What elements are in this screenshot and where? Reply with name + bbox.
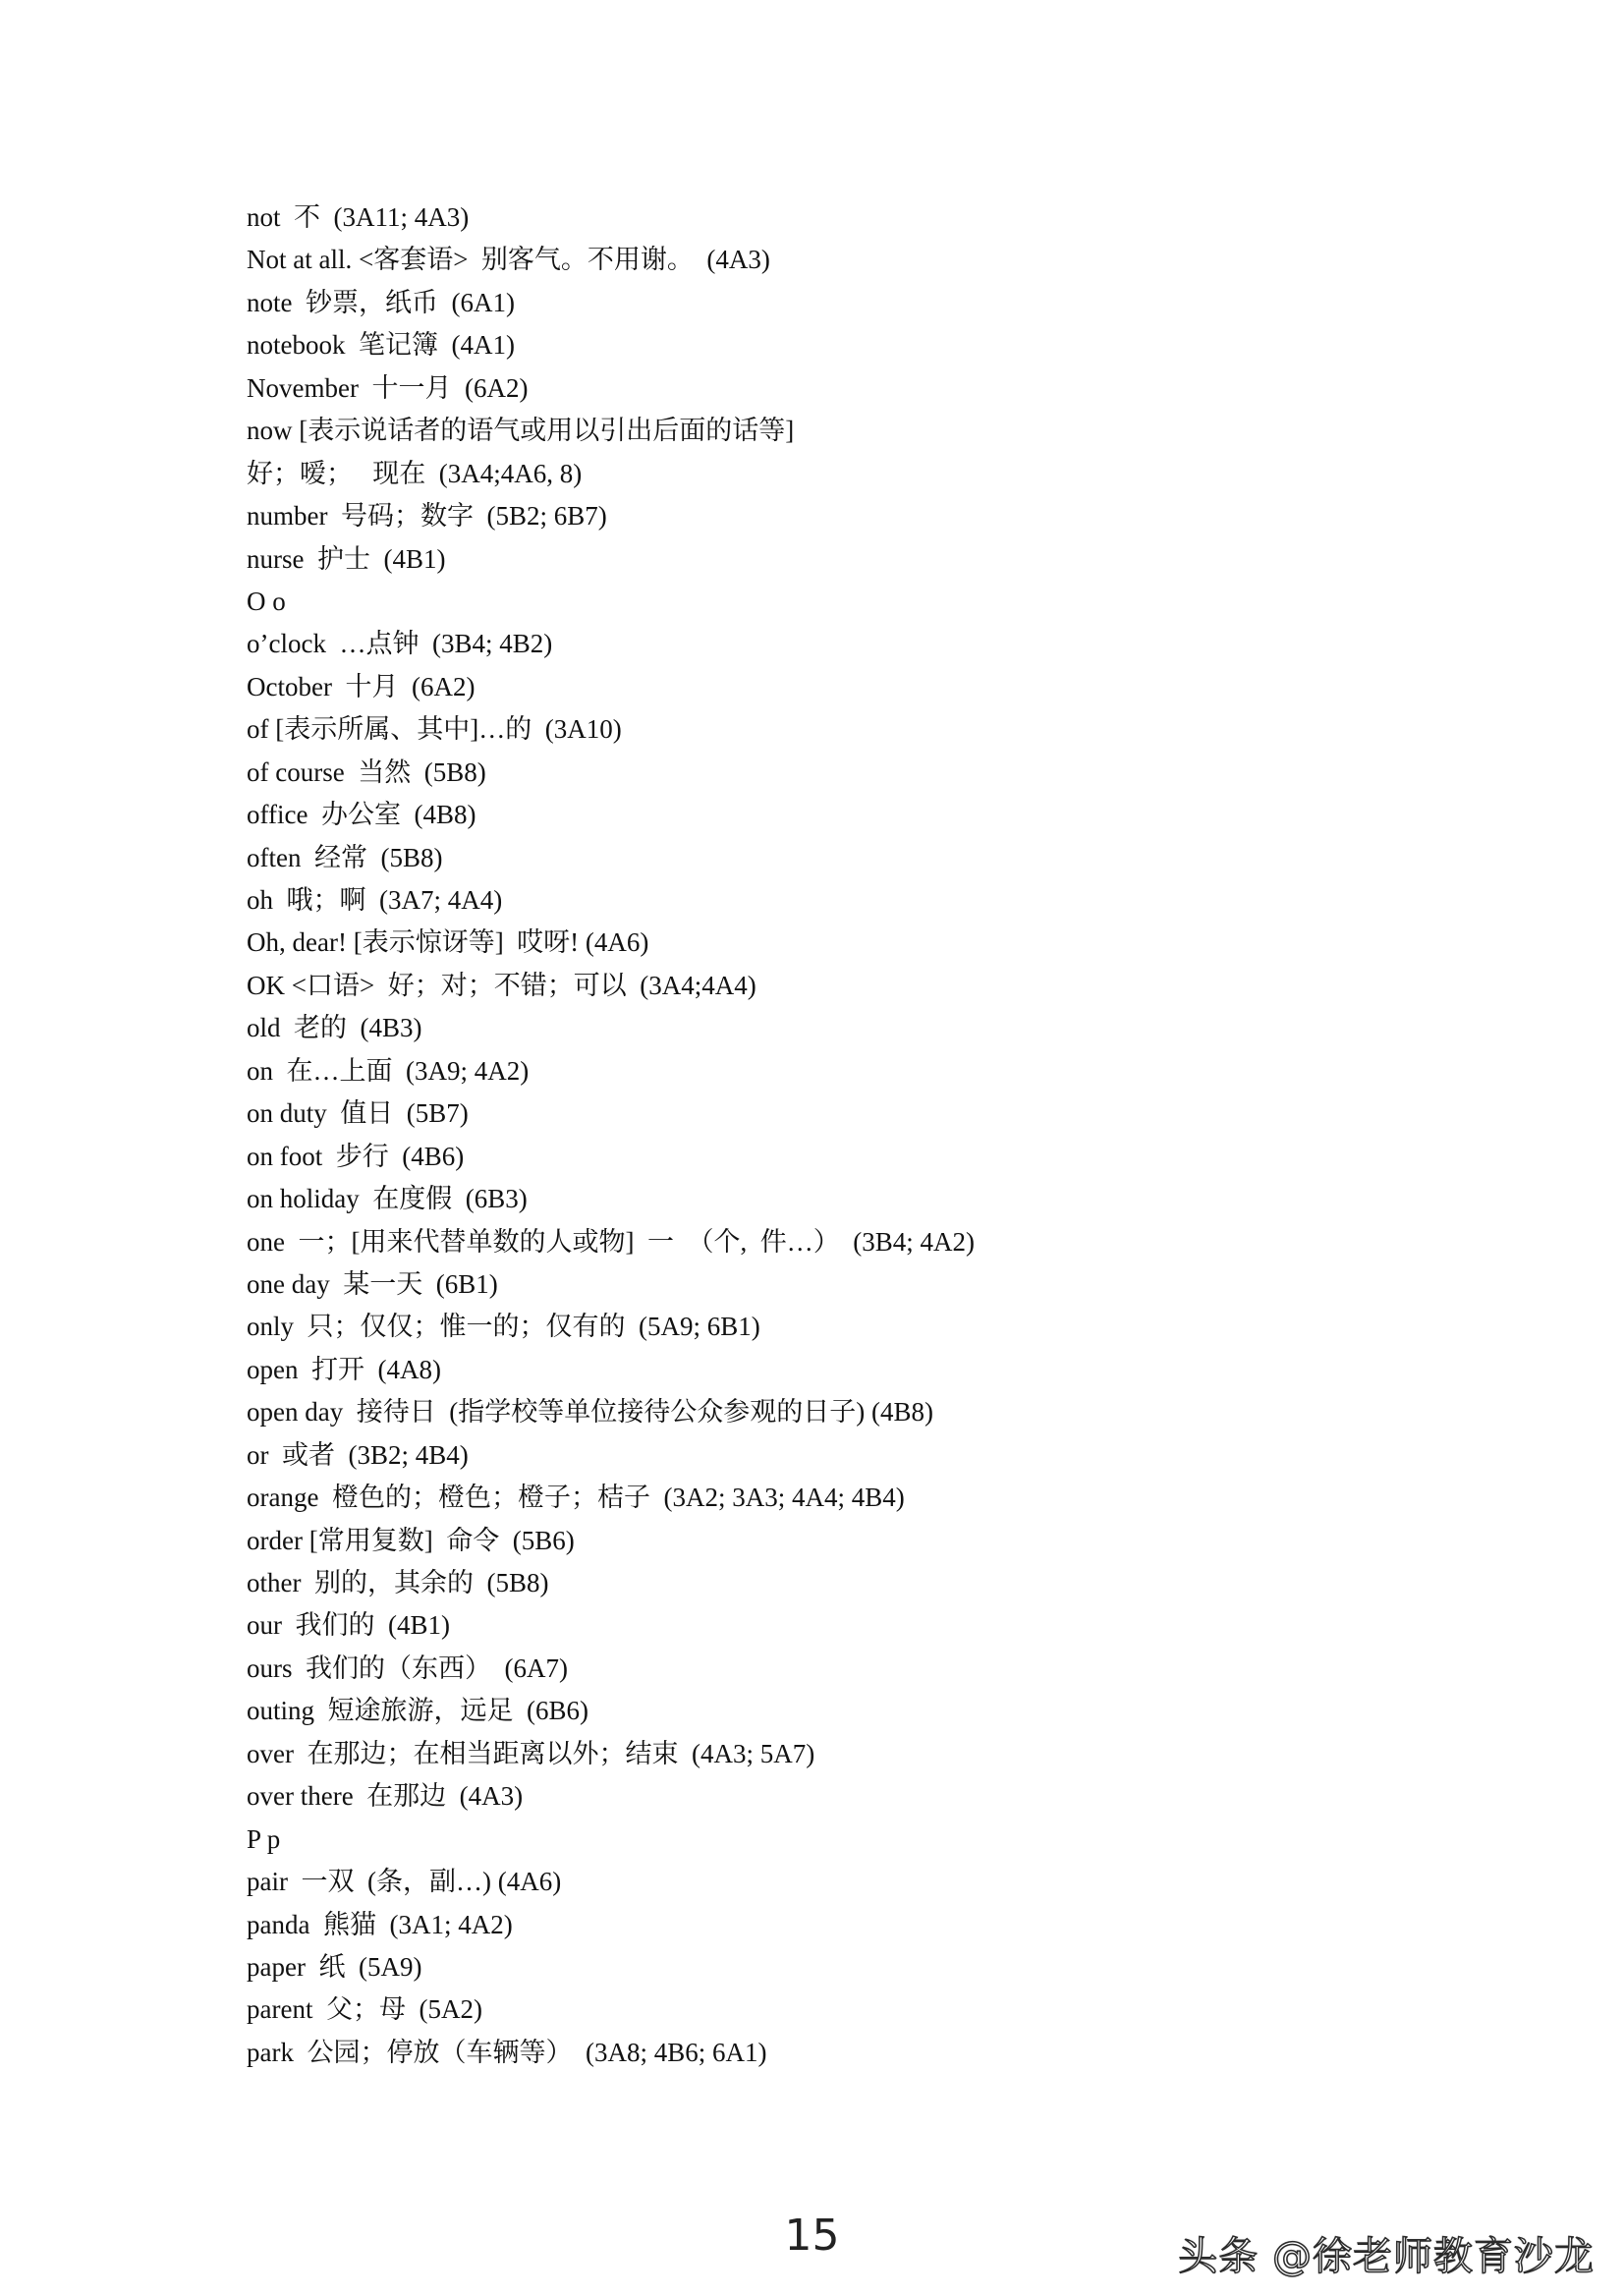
vocabulary-entry: of course 当然 (5B8)	[247, 756, 486, 787]
vocabulary-entry: only 只；仅仅；惟一的；仅有的 (5A9; 6B1)	[247, 1312, 760, 1342]
vocabulary-entry: October 十月 (6A2)	[247, 671, 476, 701]
vocabulary-entry: panda 熊猫 (3A1; 4A2)	[247, 1909, 513, 1939]
vocabulary-entry: over there 在那边 (4A3)	[247, 1781, 524, 1812]
vocabulary-entry: old 老的 (4B3)	[247, 1013, 422, 1043]
vocabulary-entry: Not at all. <客套语> 别客气。不用谢。 (4A3)	[247, 245, 770, 275]
vocabulary-entry: one day 某一天 (6B1)	[247, 1268, 498, 1299]
page-number: 15	[784, 2211, 840, 2261]
vocabulary-entry: office 办公室 (4B8)	[247, 800, 476, 830]
vocabulary-entry: on holiday 在度假 (6B3)	[247, 1184, 528, 1214]
vocabulary-entry: or 或者 (3B2; 4B4)	[247, 1439, 469, 1470]
vocabulary-entry: notebook 笔记簿 (4A1)	[247, 330, 515, 361]
vocabulary-entry: ours 我们的（东西） (6A7)	[247, 1652, 568, 1683]
vocabulary-entry: now [表示说话者的语气或用以引出后面的话等]	[247, 416, 795, 446]
vocabulary-entry: orange 橙色的；橙色；橙子；桔子 (3A2; 3A3; 4A4; 4B4)	[247, 1483, 905, 1513]
vocabulary-entry: on 在…上面 (3A9; 4A2)	[247, 1055, 530, 1086]
vocabulary-entry: other 别的，其余的 (5B8)	[247, 1568, 549, 1597]
vocabulary-entry: number 号码；数字 (5B2; 6B7)	[247, 501, 607, 532]
vocabulary-entry: not 不 (3A11; 4A3)	[247, 202, 470, 232]
vocabulary-entry: OK <口语> 好；对；不错；可以 (3A4;4A4)	[247, 970, 756, 1000]
vocabulary-entry: on foot 步行 (4B6)	[247, 1141, 465, 1171]
vocabulary-entry: order [常用复数] 命令 (5B6)	[247, 1525, 575, 1555]
vocabulary-entry: o’clock …点钟 (3B4; 4B2)	[247, 629, 553, 659]
vocabulary-entry: outing 短途旅游，远足 (6B6)	[247, 1696, 588, 1726]
vocabulary-entry: often 经常 (5B8)	[247, 842, 443, 872]
vocabulary-entry: over 在那边；在相当距离以外；结束 (4A3; 5A7)	[247, 1738, 815, 1768]
vocabulary-entry: park 公园；停放（车辆等） (3A8; 4B6; 6A1)	[247, 2037, 767, 2067]
vocabulary-list	[247, 196, 1426, 2074]
vocabulary-entry: Oh, dear! [表示惊讶等] 哎呀! (4A6)	[247, 927, 649, 958]
vocabulary-entry: oh 哦；啊 (3A7; 4A4)	[247, 885, 503, 915]
watermark: 头条 @徐老师教育沙龙	[1178, 2234, 1595, 2279]
vocabulary-entry: nurse 护士 (4B1)	[247, 543, 446, 574]
vocabulary-entry: of [表示所属、其中]…的 (3A10)	[247, 714, 622, 745]
section-letter-heading: P p	[247, 1823, 281, 1854]
vocabulary-entry: note 钞票，纸币 (6A1)	[247, 287, 515, 317]
vocabulary-entry: parent 父；母 (5A2)	[247, 1994, 482, 2025]
vocabulary-entry: on duty 值日 (5B7)	[247, 1098, 469, 1129]
vocabulary-entry: November 十一月 (6A2)	[247, 372, 529, 403]
vocabulary-entry: our 我们的 (4B1)	[247, 1610, 450, 1641]
vocabulary-entry: open 打开 (4A8)	[247, 1354, 441, 1384]
vocabulary-entry: pair 一双 (条，副…) (4A6)	[247, 1867, 562, 1897]
vocabulary-entry: 好；嗳； 现在 (3A4;4A6, 8)	[247, 458, 583, 488]
vocabulary-entry: paper 纸 (5A9)	[247, 1951, 422, 1982]
vocabulary-entry: one 一；[用来代替单数的人或物] 一 （个, 件…） (3B4; 4A2)	[247, 1226, 975, 1257]
vocabulary-entry: open day 接待日 (指学校等单位接待公众参观的日子) (4B8)	[247, 1397, 933, 1428]
section-letter-heading: O o	[247, 586, 286, 616]
